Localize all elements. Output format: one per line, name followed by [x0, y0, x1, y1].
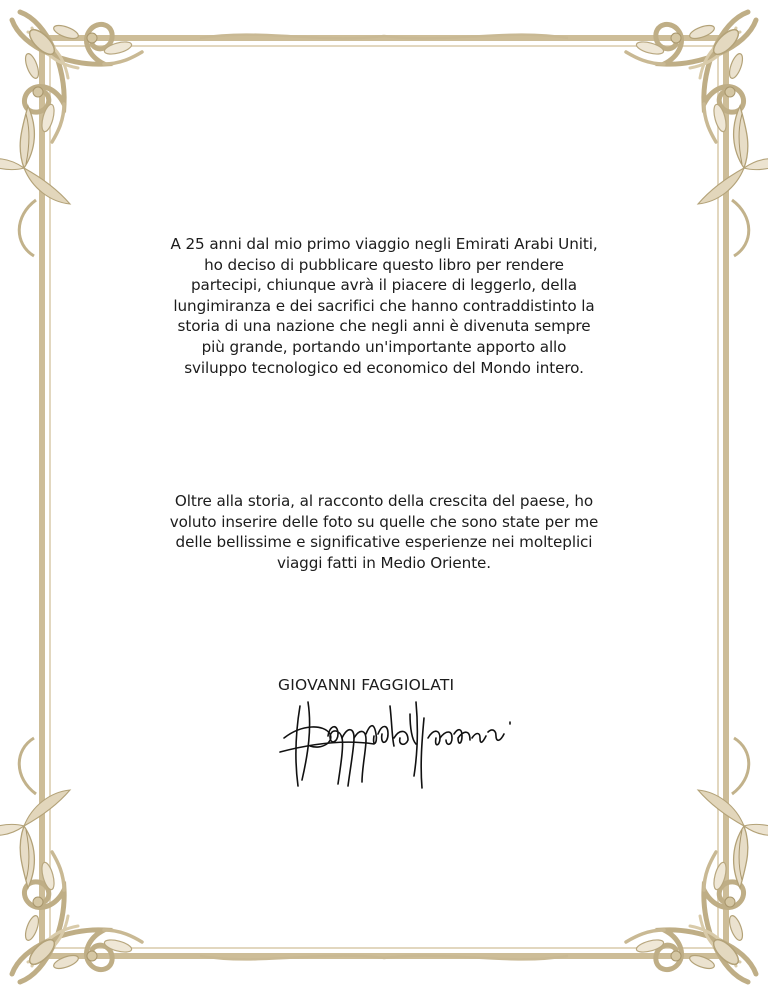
second-line: delle bellissime e significative esperienze nei molteplici: [175, 533, 593, 552]
second-line: voluto inserire delle foto su quelle che sono state per me: [169, 512, 599, 531]
handwritten-signature: [278, 694, 528, 794]
second-line: Oltre alla storia, al racconto della crescita del paese, ho: [174, 492, 594, 510]
intro-line: storia di una nazione che negli anni è divenuta sempre: [177, 317, 591, 336]
intro-line: sviluppo tecnologico ed economico del Mondo intero.: [184, 358, 584, 377]
author-name: GIOVANNI FAGGIOLATI: [278, 676, 455, 694]
intro-line: A 25 anni dal mio primo viaggio negli Emirati Arabi Uniti,: [170, 235, 598, 253]
intro-line: lungimiranza e dei sacrifici che hanno contraddistinto la: [173, 296, 595, 315]
second-paragraph: [130, 491, 638, 573]
intro-line: ho deciso di pubblicare questo libro per rendere: [204, 255, 564, 274]
second-line: viaggi fatti in Medio Oriente.: [276, 553, 492, 572]
intro-line: più grande, portando un'importante apporto allo: [201, 337, 567, 356]
intro-paragraph: [130, 234, 638, 378]
intro-line: partecipi, chiunque avrà il piacere di leggerlo, della: [191, 276, 577, 295]
